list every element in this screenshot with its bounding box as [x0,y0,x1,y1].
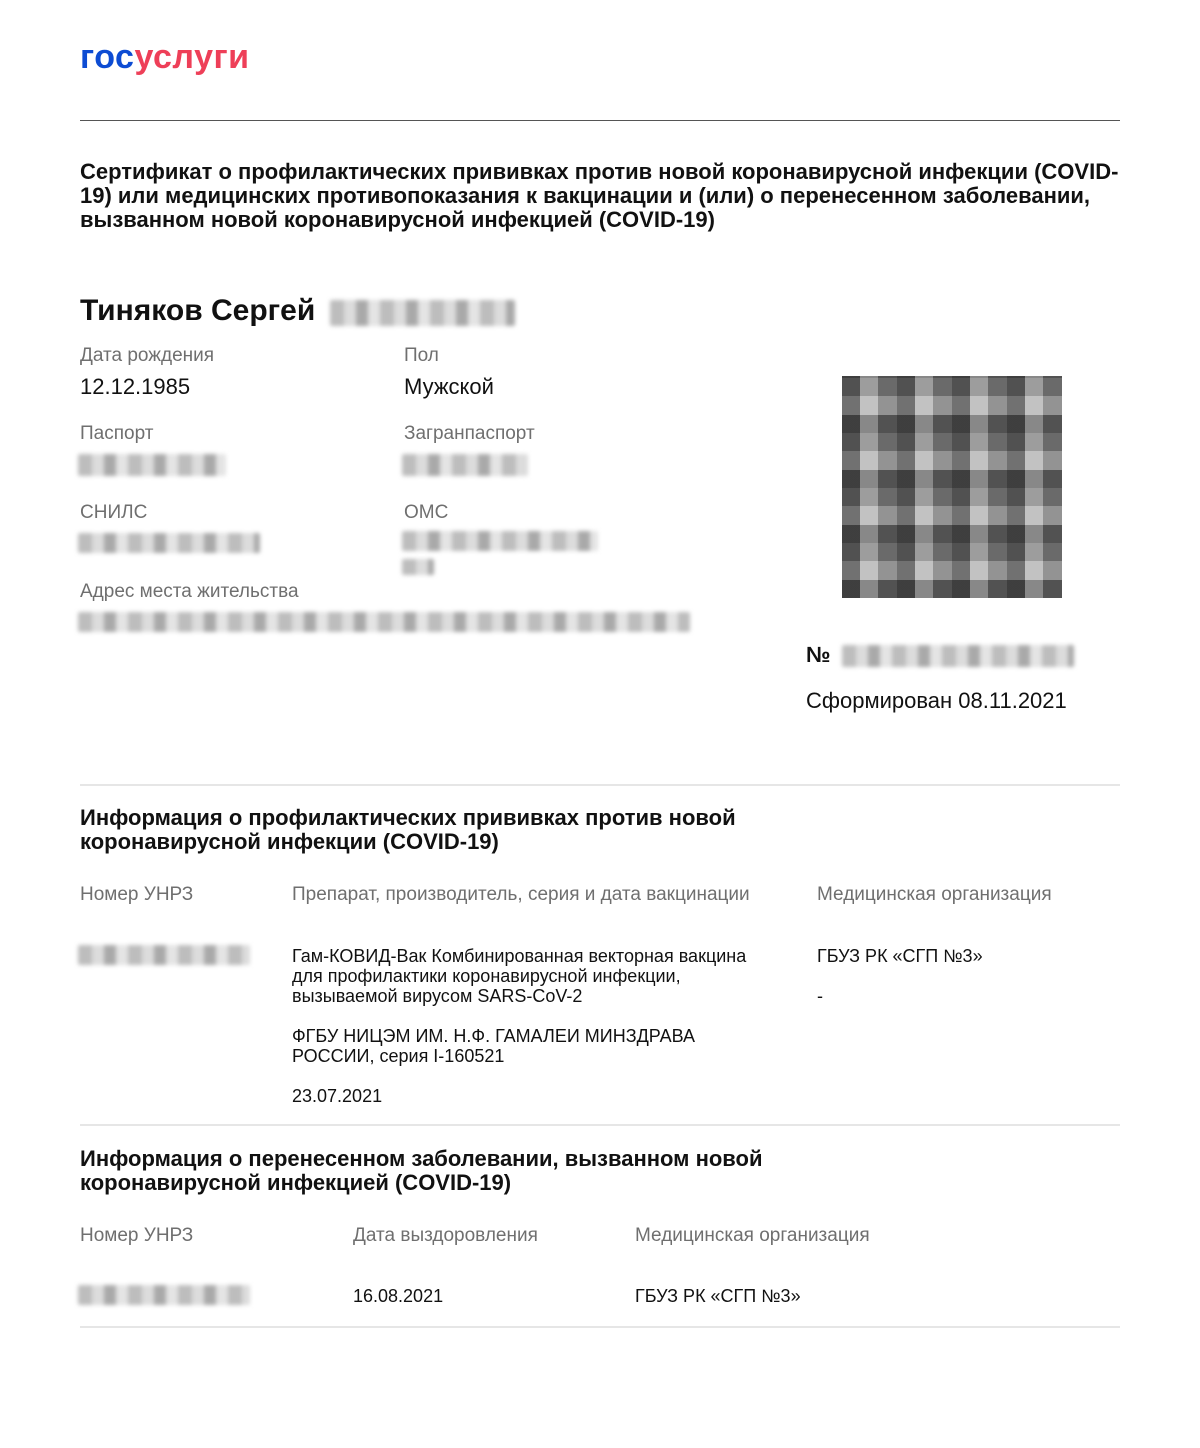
certificate-title: Сертификат о профилактических прививках против новой коронавирусной инфекции (COVID-19) или медицинских противопоказания к вакцинации и (или) о перенесенном заболевании, вызванном новой коронавирусной инфекцией (COVID-19) [80,159,1119,232]
section-divider-1 [80,784,1120,786]
vaccination-date: 23.07.2021 [292,1086,383,1106]
address-label: Адрес места жительства [80,581,299,602]
gosuslugi-logo[interactable] [80,38,250,77]
sex-value: Мужской [404,374,494,399]
birth-date-label: Дата рождения [80,345,215,366]
logo-part-uslugi: услуги [134,38,250,76]
birth-date-value: 12.12.1985 [80,374,191,399]
oms-redacted-line1 [402,531,598,551]
address-redacted [78,612,690,632]
foreign-passport-redacted [402,454,528,476]
vaccination-col-unrz: Номер УНРЗ [80,884,194,905]
header-divider [80,120,1120,121]
vaccination-col-org: Медицинская организация [817,884,1052,905]
disease-col-recovery: Дата выздоровления [353,1225,538,1246]
passport-redacted [78,454,226,476]
vaccination-org-extra: - [817,986,823,1006]
disease-col-unrz: Номер УНРЗ [80,1225,194,1246]
logo-part-gos: гос [80,38,135,76]
section-divider-2 [80,1124,1120,1126]
recovery-date: 16.08.2021 [353,1286,444,1306]
vaccination-heading: Информация о профилактических прививках против новой коронавирусной инфекции (COVID-19) [80,805,736,854]
qr-code [842,376,1062,598]
person-name: Тиняков Сергей [80,294,316,327]
disease-heading: Информация о перенесенном заболевании, вызванном новой коронавирусной инфекцией (COVID-19) [80,1146,763,1195]
disease-col-org: Медицинская организация [635,1225,870,1246]
section-divider-3 [80,1326,1120,1328]
disease-org: ГБУЗ РК «СГП №3» [635,1286,801,1306]
sex-label: Пол [404,345,439,366]
oms-label: ОМС [404,502,449,523]
disease-unrz-redacted [78,1285,250,1305]
vaccination-org: ГБУЗ РК «СГП №3» [817,946,983,966]
passport-label: Паспорт [80,423,154,444]
vaccine-name: Гам-КОВИД-Вак Комбинированная векторная вакцина для профилактики коронавирусной инфекции, вызываемой вирусом SARS-CoV-2 [292,946,747,1006]
vaccine-manufacturer: ФГБУ НИЦЭМ ИМ. Н.Ф. ГАМАЛЕИ МИНЗДРАВА РОССИИ, серия I-160521 [292,1026,695,1066]
vaccination-col-drug: Препарат, производитель, серия и дата вакцинации [292,884,750,905]
certificate-formed-date: Сформирован 08.11.2021 [806,688,1067,713]
patronymic-redacted [330,300,515,326]
certificate-number-label: № [806,642,831,667]
oms-redacted-line2 [402,559,434,575]
snils-label: СНИЛС [80,502,148,523]
foreign-passport-label: Загранпаспорт [404,423,535,444]
certificate-number-redacted [842,645,1074,667]
snils-redacted [78,533,260,553]
vaccination-unrz-redacted [78,945,250,965]
